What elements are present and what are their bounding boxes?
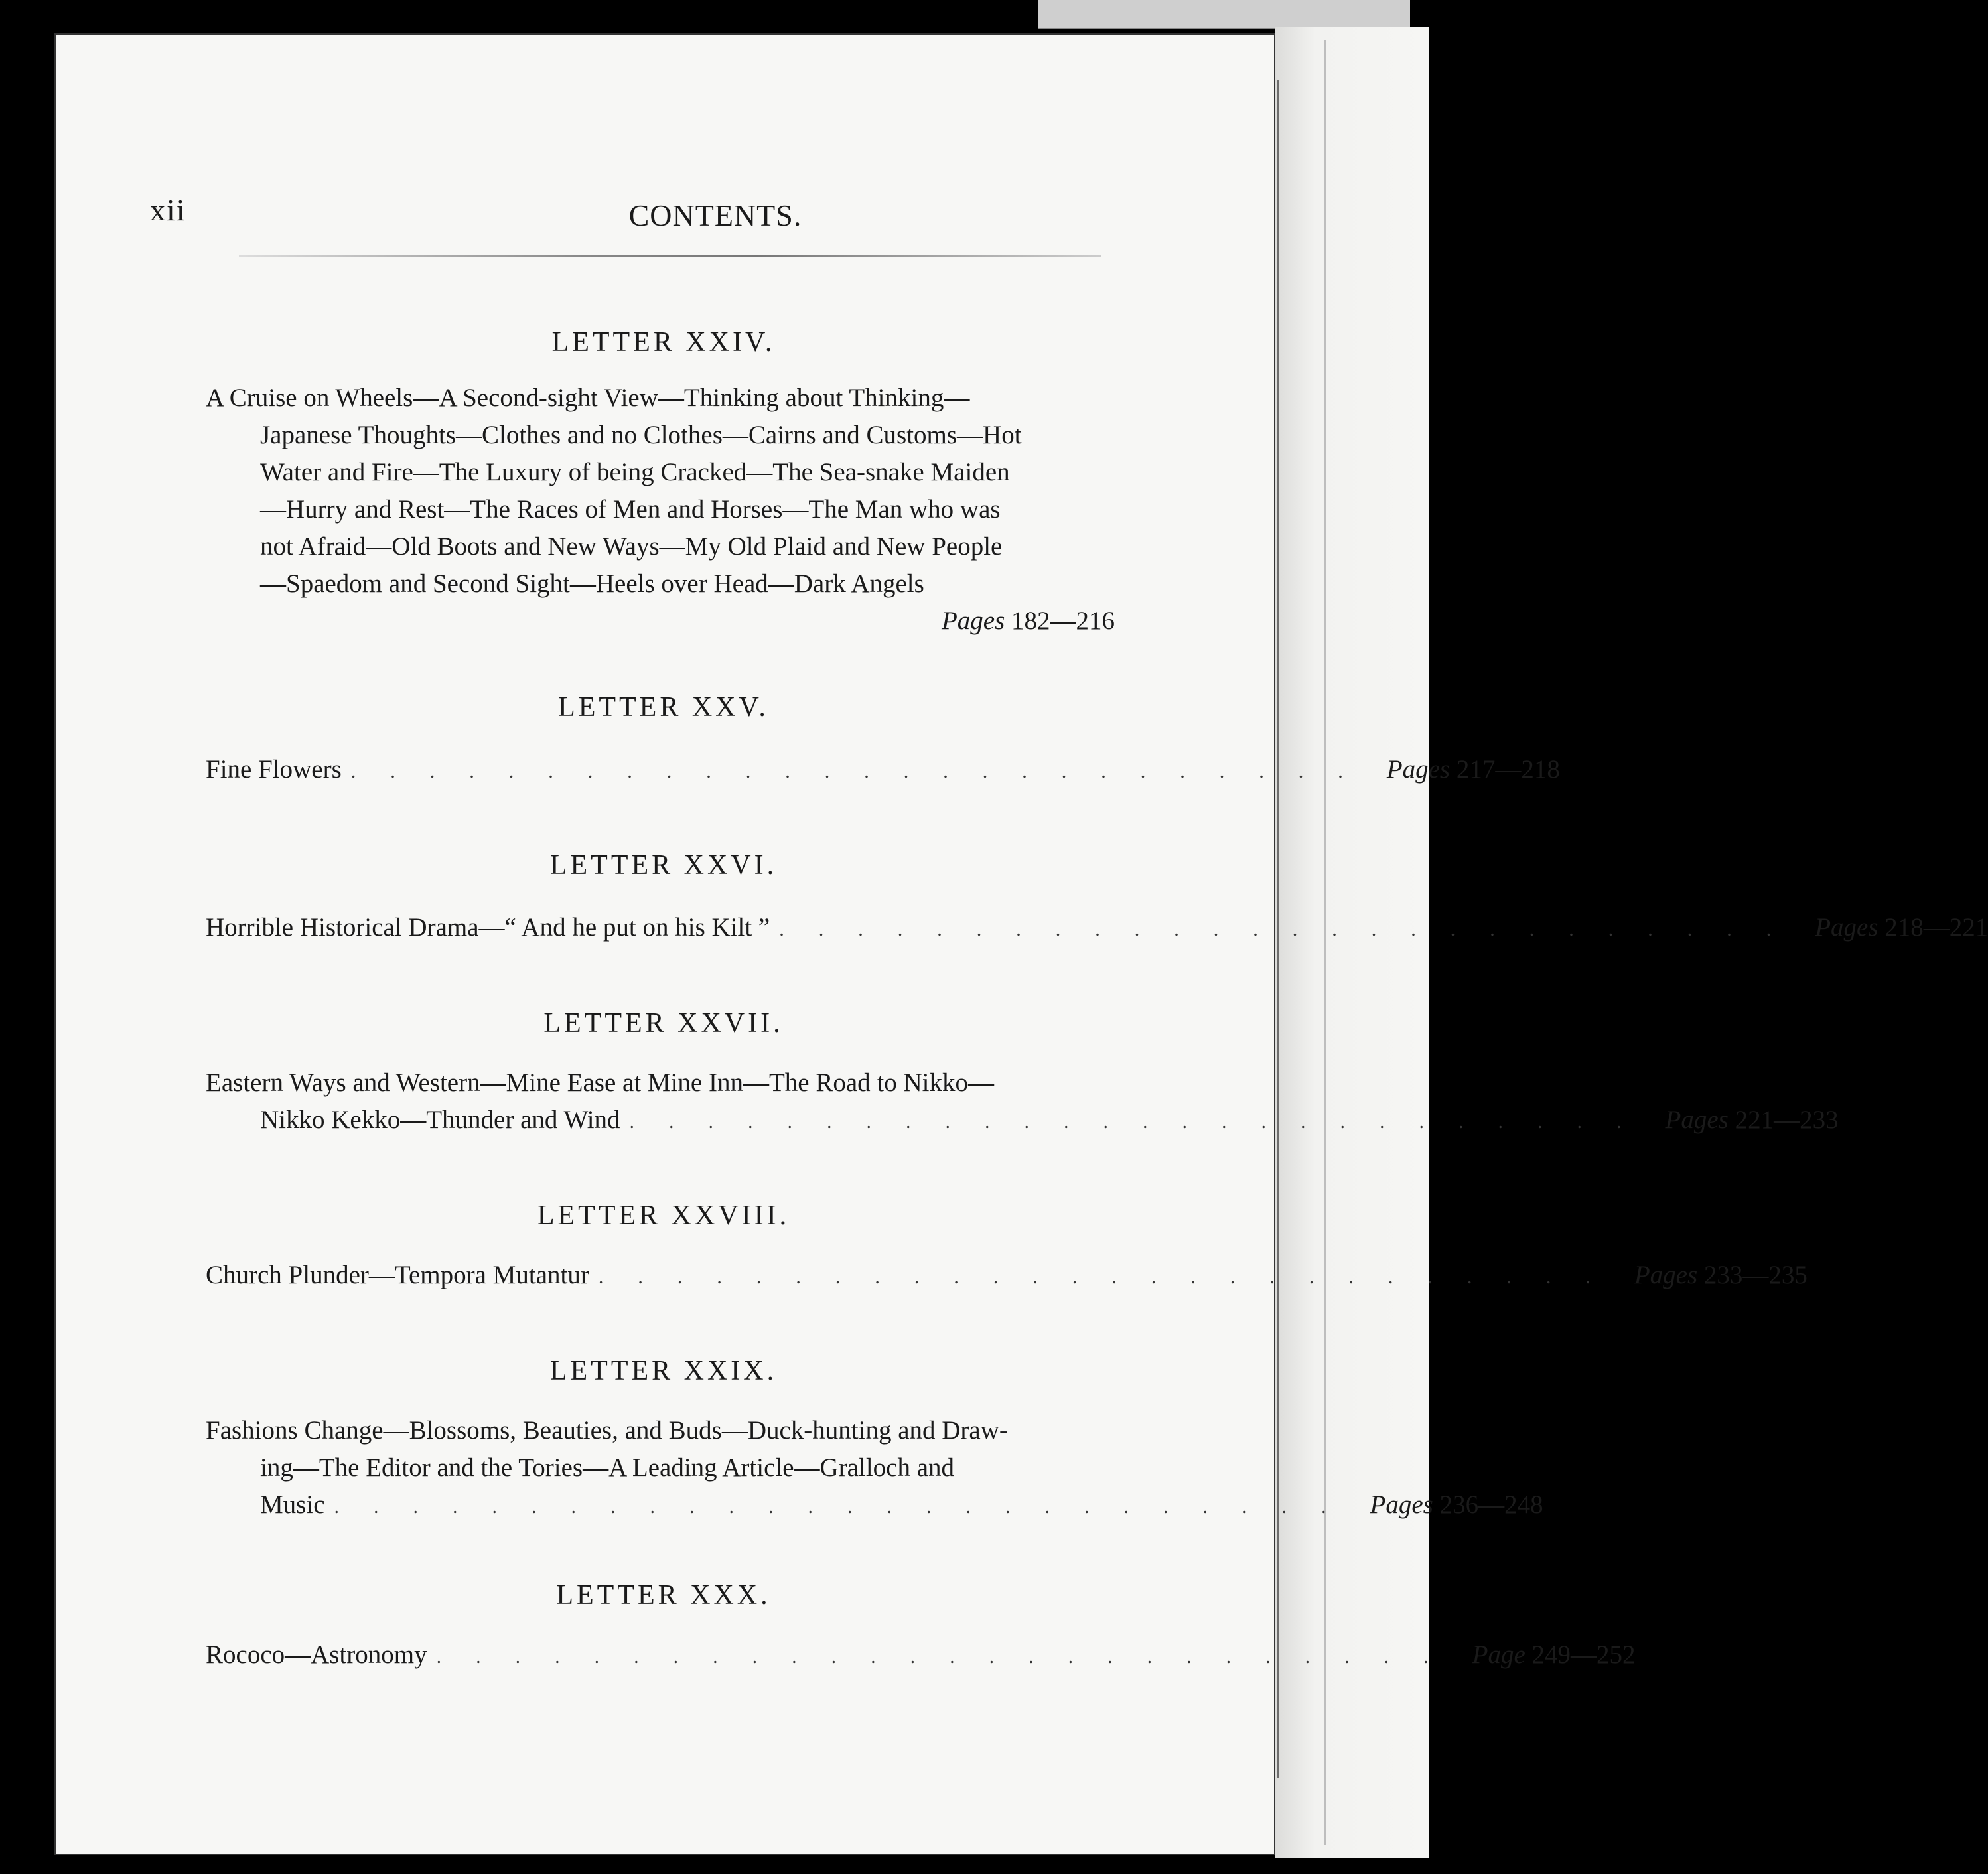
- entry-line: Water and Fire—The Luxury of being Cracked—The Sea-snake Maiden: [260, 458, 1010, 486]
- entry-line: —Spaedom and Second Sight—Heels over Head—Dark Angels: [260, 569, 924, 598]
- contents-entry: [206, 380, 1115, 640]
- page-numbers: 236—248: [1439, 1490, 1543, 1519]
- contents-entry: [206, 1257, 1808, 1294]
- pages-label: Pages: [1370, 1490, 1433, 1519]
- contents-entry: [206, 1636, 1636, 1674]
- contents-entry: [206, 909, 1988, 946]
- letter-heading: LETTER XXX.: [556, 1580, 771, 1611]
- letter-heading: LETTER XXVI.: [549, 850, 778, 881]
- dot-leader: ..........................: [350, 760, 1378, 782]
- dot-leader: ..........................: [629, 1111, 1656, 1133]
- entry-line: Music: [260, 1490, 325, 1519]
- contents-entry-continued: [260, 1102, 1839, 1139]
- contents-entry: [206, 1412, 1115, 1486]
- page-numbers: 249—252: [1531, 1640, 1636, 1669]
- pages-label: Pages: [1815, 913, 1879, 942]
- pages-label: Page: [1472, 1640, 1526, 1669]
- entry-line: Eastern Ways and Western—Mine Ease at Mine Inn—The Road to Nikko—: [206, 1068, 995, 1097]
- entry-line: Rococo—Astronomy: [206, 1640, 427, 1669]
- page-range: [1387, 751, 1560, 788]
- page-numbers: 218—221: [1884, 913, 1988, 942]
- page-range: [1815, 909, 1988, 946]
- entry-line: Japanese Thoughts—Clothes and no Clothes—Cairns and Customs—Hot: [260, 421, 1022, 449]
- page-numbers: 182—216: [1011, 607, 1115, 635]
- pages-label: Pages: [1634, 1261, 1698, 1289]
- top-edge-strip: [1038, 0, 1410, 29]
- page-range: [1634, 1257, 1808, 1294]
- page-range: [1370, 1486, 1543, 1524]
- dot-leader: ..........................: [436, 1646, 1463, 1668]
- entry-line: not Afraid—Old Boots and New Ways—My Old Plaid and New People: [260, 532, 1003, 561]
- dot-leader: ..........................: [334, 1496, 1361, 1518]
- page-range: [1666, 1102, 1839, 1139]
- pages-label: Pages: [1665, 1106, 1729, 1134]
- entry-line: Fine Flowers: [206, 755, 342, 784]
- letter-heading: LETTER XXVIII.: [537, 1200, 790, 1231]
- dot-leader: ..........................: [779, 918, 1806, 940]
- letter-heading: LETTER XXV.: [558, 692, 769, 723]
- pages-label: Pages: [1386, 755, 1451, 784]
- letter-heading: LETTER XXVII.: [543, 1008, 784, 1039]
- entry-line: Church Plunder—Tempora Mutantur: [206, 1261, 589, 1289]
- page-number: xii: [150, 193, 186, 227]
- letter-heading: LETTER XXIX.: [549, 1356, 778, 1386]
- dot-leader: ..........................: [598, 1266, 1625, 1288]
- contents-entry-continued: [260, 1486, 1543, 1524]
- page-numbers: 233—235: [1703, 1261, 1808, 1289]
- pages-label: Pages: [941, 607, 1005, 635]
- page-numbers: 217—218: [1456, 755, 1560, 784]
- entry-line: Nikko Kekko—Thunder and Wind: [260, 1106, 620, 1134]
- entry-line: ing—The Editor and the Tories—A Leading Article—Gralloch and: [260, 1453, 955, 1482]
- page-numbers: 221—233: [1735, 1106, 1839, 1134]
- entry-line: Fashions Change—Blossoms, Beauties, and Buds—Duck-hunting and Draw-: [206, 1416, 1008, 1445]
- contents-entry: [206, 751, 1560, 788]
- page-range: [206, 603, 1115, 640]
- entry-line: Horrible Historical Drama—“ And he put on his Kilt ”: [206, 913, 770, 942]
- running-head: CONTENTS.: [628, 198, 802, 232]
- letter-heading: LETTER XXIV.: [551, 327, 776, 358]
- entry-line: A Cruise on Wheels—A Second-sight View—Thinking about Thinking—: [206, 384, 970, 412]
- header-rule: [239, 255, 1101, 257]
- page-range: [1472, 1636, 1636, 1674]
- entry-line: —Hurry and Rest—The Races of Men and Horses—The Man who was: [260, 495, 1001, 524]
- contents-entry: [206, 1064, 1115, 1102]
